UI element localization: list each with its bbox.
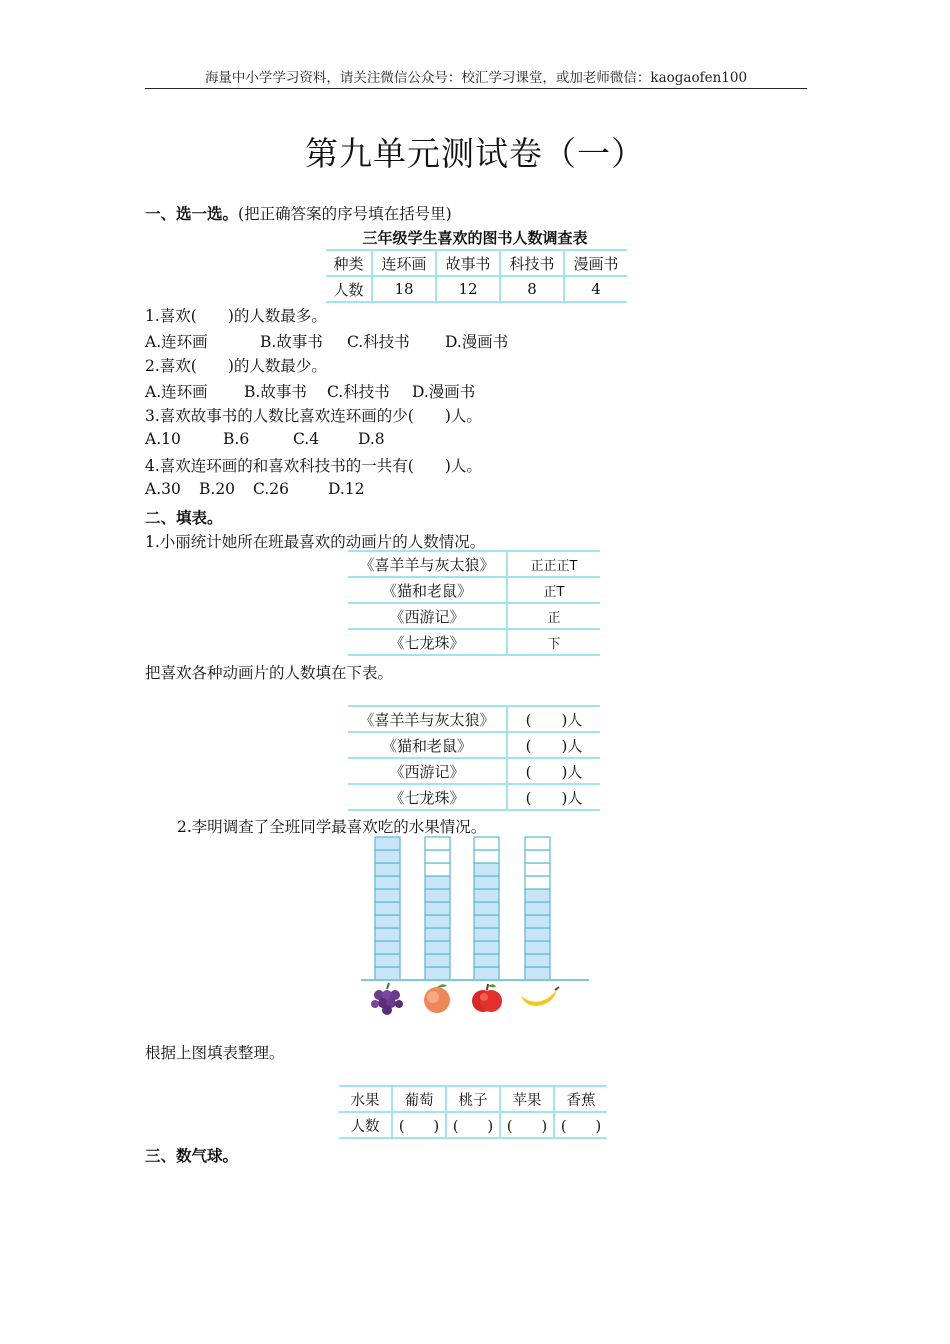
filled-cell	[425, 967, 450, 980]
fruit-bar-chart	[355, 832, 595, 1022]
table-cell: 漫画书	[564, 250, 627, 276]
answer-blank[interactable]: ( )	[554, 1112, 607, 1138]
cartoon-name: 《七龙珠》	[348, 629, 507, 655]
filled-cell	[525, 967, 550, 980]
filled-cell	[425, 954, 450, 967]
question-1: 1.喜欢( )的人数最多。	[145, 307, 327, 325]
filled-cell	[525, 889, 550, 902]
filled-cell	[525, 941, 550, 954]
cartoon-name: 《七龙珠》	[348, 784, 507, 810]
option-b: B.20	[199, 480, 236, 498]
question-4: 4.喜欢连环画的和喜欢科技书的一共有( )人。	[145, 457, 482, 475]
table-row	[348, 706, 600, 732]
filled-cell	[375, 902, 400, 915]
table-cell: 人数	[326, 276, 372, 302]
tally-marks: 下	[507, 629, 600, 655]
option-b: B.6	[223, 430, 250, 448]
filled-cell	[474, 915, 499, 928]
filled-cell	[525, 954, 550, 967]
option-b: B.故事书	[260, 333, 323, 351]
grape-icon	[371, 983, 403, 1015]
table-cell: 8	[500, 276, 564, 302]
empty-cell	[525, 837, 550, 850]
filled-cell	[525, 928, 550, 941]
table-cell: 水果	[339, 1086, 392, 1112]
filled-cell	[474, 902, 499, 915]
chart-prompt: 根据上图填表整理。	[145, 1044, 285, 1062]
filled-cell	[474, 928, 499, 941]
table-row	[348, 784, 600, 810]
cartoon-count-table	[348, 705, 600, 811]
answer-blank[interactable]: ( )	[446, 1112, 500, 1138]
option-d: D.漫画书	[412, 383, 476, 401]
filled-cell	[375, 863, 400, 876]
filled-cell	[425, 941, 450, 954]
section1-heading-line	[145, 202, 452, 224]
section3-heading: 三、数气球。	[145, 1147, 239, 1165]
banana-icon	[521, 987, 559, 1006]
filled-cell	[425, 889, 450, 902]
table-row	[348, 758, 600, 784]
filled-cell	[474, 941, 499, 954]
table-cell: 科技书	[500, 250, 564, 276]
empty-cell	[425, 837, 450, 850]
section1-instruction: (把正确答案的序号填在括号里)	[238, 205, 452, 223]
book-table-row-count	[326, 276, 627, 302]
question-3: 3.喜欢故事书的人数比喜欢连环画的少( )人。	[145, 407, 482, 425]
book-table-row-type	[326, 250, 627, 276]
table-cell: 种类	[326, 250, 372, 276]
filled-cell	[425, 876, 450, 889]
filled-cell	[474, 967, 499, 980]
table-cell: 人数	[339, 1112, 392, 1138]
option-a: A.10	[145, 430, 181, 448]
empty-cell	[425, 863, 450, 876]
answer-blank[interactable]: ( )人	[507, 706, 600, 732]
filled-cell	[375, 889, 400, 902]
section2-question-1: 1.小丽统计她所在班最喜欢的动画片的人数情况。	[145, 533, 486, 551]
cartoon-name: 《西游记》	[348, 758, 507, 784]
answer-blank[interactable]: ( )	[392, 1112, 446, 1138]
book-survey-table	[326, 249, 627, 303]
cartoon-name: 《猫和老鼠》	[348, 732, 507, 758]
empty-cell	[425, 850, 450, 863]
filled-cell	[425, 928, 450, 941]
filled-cell	[474, 954, 499, 967]
option-d: D.8	[358, 430, 385, 448]
fruit-column	[525, 837, 550, 980]
question-2: 2.喜欢( )的人数最少。	[145, 357, 327, 375]
option-a: A.连环画	[145, 333, 208, 351]
answer-blank[interactable]: ( )人	[507, 732, 600, 758]
option-d: D.漫画书	[445, 333, 509, 351]
filled-cell	[525, 902, 550, 915]
filled-cell	[375, 876, 400, 889]
filled-cell	[375, 967, 400, 980]
filled-cell	[375, 915, 400, 928]
empty-cell	[525, 863, 550, 876]
answer-blank[interactable]: ( )人	[507, 784, 600, 810]
table-row	[348, 629, 600, 655]
table-row	[348, 603, 600, 629]
fill-prompt: 把喜欢各种动画片的人数填在下表。	[145, 664, 394, 682]
table-cell: 苹果	[500, 1086, 554, 1112]
cartoon-name: 《西游记》	[348, 603, 507, 629]
filled-cell	[474, 876, 499, 889]
table-cell: 18	[372, 276, 436, 302]
table-cell: 连环画	[372, 250, 436, 276]
filled-cell	[375, 850, 400, 863]
table-cell: 桃子	[446, 1086, 500, 1112]
filled-cell	[425, 902, 450, 915]
table-cell: 12	[436, 276, 500, 302]
answer-blank[interactable]: ( )	[500, 1112, 554, 1138]
apple-icon	[472, 984, 502, 1012]
cartoon-name: 《喜羊羊与灰太狼》	[348, 551, 507, 577]
filled-cell	[375, 954, 400, 967]
option-c: C.科技书	[327, 383, 390, 401]
option-a: A.30	[145, 480, 181, 498]
filled-cell	[525, 915, 550, 928]
table-row	[348, 732, 600, 758]
fruit-table-header	[339, 1086, 607, 1112]
fruit-column	[425, 837, 450, 980]
table-cell: 4	[564, 276, 627, 302]
cartoon-name: 《猫和老鼠》	[348, 577, 507, 603]
page-title: 第九单元测试卷（一）	[305, 134, 645, 173]
book-table-title: 三年级学生喜欢的图书人数调查表	[362, 229, 588, 247]
filled-cell	[425, 915, 450, 928]
fruit-column	[474, 837, 499, 980]
table-row	[348, 577, 600, 603]
empty-cell	[525, 876, 550, 889]
tally-marks: 正	[507, 603, 600, 629]
table-cell: 葡萄	[392, 1086, 446, 1112]
option-c: C.科技书	[347, 333, 410, 351]
filled-cell	[474, 889, 499, 902]
option-a: A.连环画	[145, 383, 208, 401]
fruit-table-row	[339, 1112, 607, 1138]
fruit-count-table	[339, 1085, 607, 1139]
cartoon-name: 《喜羊羊与灰太狼》	[348, 706, 507, 732]
option-c: C.4	[293, 430, 320, 448]
table-cell: 香蕉	[554, 1086, 607, 1112]
option-c: C.26	[253, 480, 289, 498]
filled-cell	[375, 941, 400, 954]
empty-cell	[474, 850, 499, 863]
tally-marks: 正T	[507, 577, 600, 603]
option-b: B.故事书	[244, 383, 307, 401]
option-d: D.12	[328, 480, 365, 498]
empty-cell	[525, 850, 550, 863]
section2-question-2: 2.李明调查了全班同学最喜欢吃的水果情况。	[177, 818, 487, 836]
section1-heading: 一、选一选。	[145, 205, 239, 223]
section2-heading: 二、填表。	[145, 509, 223, 527]
page-header: 海量中小学学习资料，请关注微信公众号：校汇学习课堂，或加老师微信：kaogaofen100	[145, 66, 807, 89]
tally-marks: 正正正T	[507, 551, 600, 577]
filled-cell	[375, 837, 400, 850]
filled-cell	[375, 928, 400, 941]
table-row	[348, 551, 600, 577]
empty-cell	[474, 837, 499, 850]
peach-icon	[424, 984, 450, 1013]
cartoon-tally-table	[348, 550, 600, 656]
answer-blank[interactable]: ( )人	[507, 758, 600, 784]
table-cell: 故事书	[436, 250, 500, 276]
fruit-column	[375, 837, 400, 980]
filled-cell	[474, 863, 499, 876]
